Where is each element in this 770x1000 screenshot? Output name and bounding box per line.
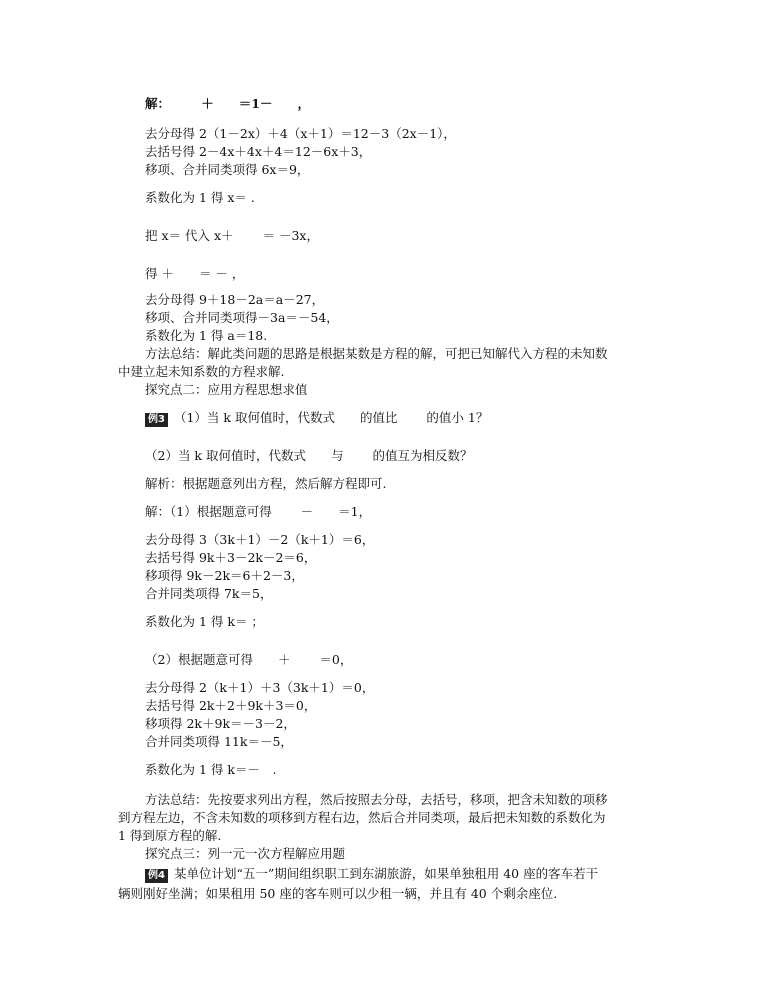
text-line: 移项、合并同类项得－3a＝－54，	[145, 310, 339, 325]
text-line: 系数化为 1 得 a＝18.	[145, 328, 268, 343]
text-line: 某单位计划“五一”期间组织职工到东湖旅游，如果单独租用 40 座的客车若干	[173, 866, 599, 881]
text-line: 系数化为 1 得 x＝ .	[145, 190, 255, 205]
text-line: 中建立起未知系数的方程求解.	[118, 364, 285, 379]
example-4-question	[145, 866, 598, 883]
text-line: 移项、合并同类项得 6x＝9，	[145, 162, 310, 177]
text-line: 去括号得 2－4x＋4x＋4＝12－6x＋3，	[145, 144, 372, 159]
text-line: 系数化为 1 得 k＝ ；	[145, 614, 264, 629]
section-heading: 探究点三：列一元一次方程解应用题	[145, 846, 346, 861]
analysis-line: 解析：根据题意列出方程，然后解方程即可.	[145, 476, 387, 491]
text-line: 去分母得 9＋18－2a＝a－27，	[145, 292, 325, 307]
text-line: 得 ＋ ＝ － ，	[145, 266, 245, 281]
text-line: 1 得到原方程的解.	[118, 828, 222, 843]
text-line: 合并同类项得 7k＝5，	[145, 586, 273, 601]
solution-line: 解： ＋ ＝1－ ，	[145, 96, 310, 111]
text-line: （2）根据题意可得 ＋ ＝0，	[145, 652, 353, 667]
section-heading: 探究点二：应用方程思想求值	[145, 382, 308, 397]
text-line: 去分母得 2（k＋1）＋3（3k＋1）＝0，	[145, 680, 375, 695]
text-line: 去分母得 2（1－2x）＋4（x＋1）＝12－3（2x－1），	[145, 126, 456, 141]
example-3-question	[145, 410, 488, 427]
example-badge: 例3	[145, 413, 168, 427]
text-line: 移项得 2k＋9k＝－3－2，	[145, 716, 296, 731]
text-line: 辆则刚好坐满；如果租用 50 座的客车则可以少租一辆，并且有 40 个剩余座位.	[118, 886, 558, 901]
text-line: 合并同类项得 11k＝－5，	[145, 734, 293, 749]
example-badge: 例4	[145, 869, 168, 883]
text-line: 移项得 9k－2k＝6＋2－3，	[145, 568, 304, 583]
text-line: （2）当 k 取何值时，代数式 与 的值互为相反数？	[145, 448, 473, 463]
solution-line: 解：（1）根据题意可得 － ＝1，	[145, 504, 372, 519]
text-line: 系数化为 1 得 k＝－ .	[145, 762, 277, 777]
text-line: 到方程左边，不含未知数的项移到方程右边，然后合并同类项，最后把未知数的系数化为	[118, 810, 606, 825]
method-summary: 方法总结：先按要求列出方程，然后按照去分母，去括号，移项，把含未知数的项移	[145, 792, 608, 807]
text-line: 把 x＝ 代入 x＋ ＝ －3x，	[145, 228, 319, 243]
text-line: 去括号得 2k＋2＋9k＋3＝0，	[145, 698, 317, 713]
method-summary: 方法总结：解此类问题的思路是根据某数是方程的解，可把已知解代入方程的未知数	[145, 346, 608, 361]
text-line: 去分母得 3（3k＋1）－2（k＋1）＝6，	[145, 532, 375, 547]
text-line: （1）当 k 取何值时，代数式 的值比 的值小 1？	[173, 410, 489, 425]
text-line: 去括号得 9k＋3－2k－2＝6，	[145, 550, 317, 565]
